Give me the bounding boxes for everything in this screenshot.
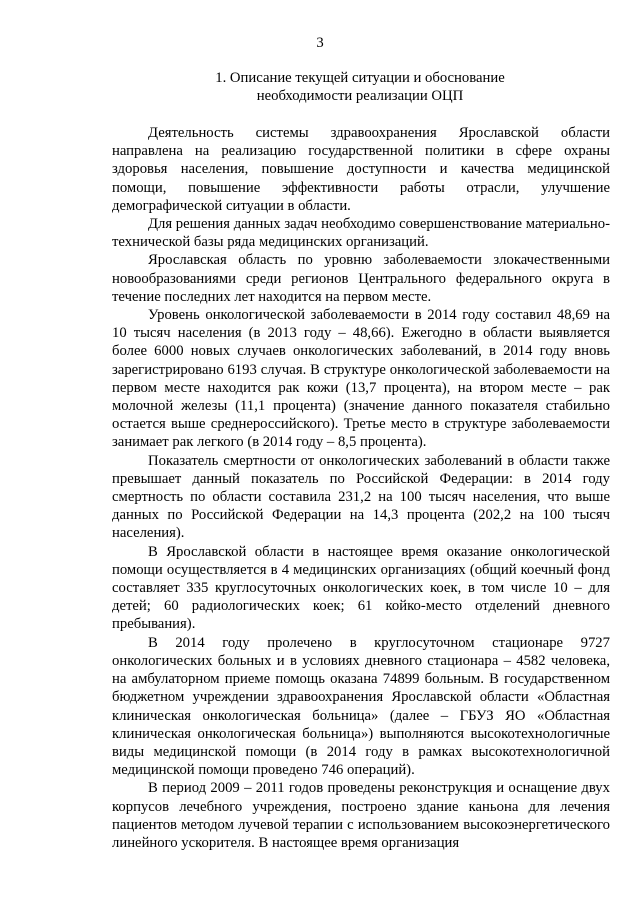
- paragraph-reconstruction: В период 2009 – 2011 годов проведены реконструкция и оснащение двух корпусов лечебного учреждения, построено здание каньона для лечения пациентов методом лучевой терапии с использованием высокоэнергетического линейного ускорителя. В настоящее время организация: [112, 780, 610, 851]
- paragraph-incidence-level: Уровень онкологической заболеваемости в 2014 году составил 48,69 на 10 тысяч населения (в 2013 году – 48,66). Ежегодно в области выявляется более 6000 новых случаев онкологических заболеваний, в 2014 году вновь зарегистрировано 6193 случая. В структуре онкологической заболеваемости на первом месте находится рак кожи (13,7 процента), на втором месте – рак молочной железы (11,1 процента) (значение данного показателя стабильно остается выше среднероссийского). Третье место в структуре заболеваемости занимает рак легкого (в 2014 году – 8,5 процента).: [112, 307, 610, 451]
- section-title: [110, 69, 610, 105]
- paragraph-mortality: Показатель смертности от онкологических заболеваний в области также превышает данный показатель по Российской Федерации: в 2014 году смертность по области составила 231,2 на 100 тысяч населения, что выше данных по Российской Федерации на 14,3 процента (202,2 на 100 тысяч населения).: [112, 452, 610, 542]
- paragraph-healthcare-activity: Деятельность системы здравоохранения Ярославской области направлена на реализацию государственной политики в сфере охраны здоровья населения, повышение доступности и качества медицинской помощи, повышение эффективности работы отрасли, улучшение демографической ситуации в области.: [112, 125, 610, 214]
- page-number: 3: [316, 35, 324, 51]
- paragraph-incidence-rank: Ярославская область по уровню заболеваемости злокачественными новообразованиями среди регионов Центрального федерального округа в течение последних лет находится на первом месте.: [112, 252, 610, 305]
- paragraph-material-base: Для решения данных задач необходимо совершенствование материально-технической базы ряда медицинских организаций.: [112, 216, 610, 251]
- section-title-line-1: 1. Описание текущей ситуации и обоснование: [215, 70, 505, 86]
- paragraph-treated-patients: В 2014 году пролечено в круглосуточном стационаре 9727 онкологических больных и в условиях дневного стационара – 4582 человека, на амбулаторном приеме помощь оказана 74899 больным. В государственном бюджетном учреждении здравоохранения Ярославской области «Областная клиническая онкологическая больница» (далее – ГБУЗ ЯО «Областная клиническая онкологическая больница») выполняются высокотехнологичные виды медицинской помощи (в 2014 году в рамках высокотехнологичной медицинской помощи проведено 746 операций).: [112, 634, 610, 779]
- body-text: [112, 124, 610, 852]
- section-title-line-2: необходимости реализации ОЦП: [256, 88, 464, 104]
- paragraph-oncology-organizations: В Ярославской области в настоящее время оказание онкологической помощи осуществляется в 4 медицинских организациях (общий коечный фонд составляет 335 круглосуточных онкологических коек, в том числе 10 – для детей; 60 радиологических коек; 61 койко-место отделений дневного пребывания).: [112, 543, 610, 633]
